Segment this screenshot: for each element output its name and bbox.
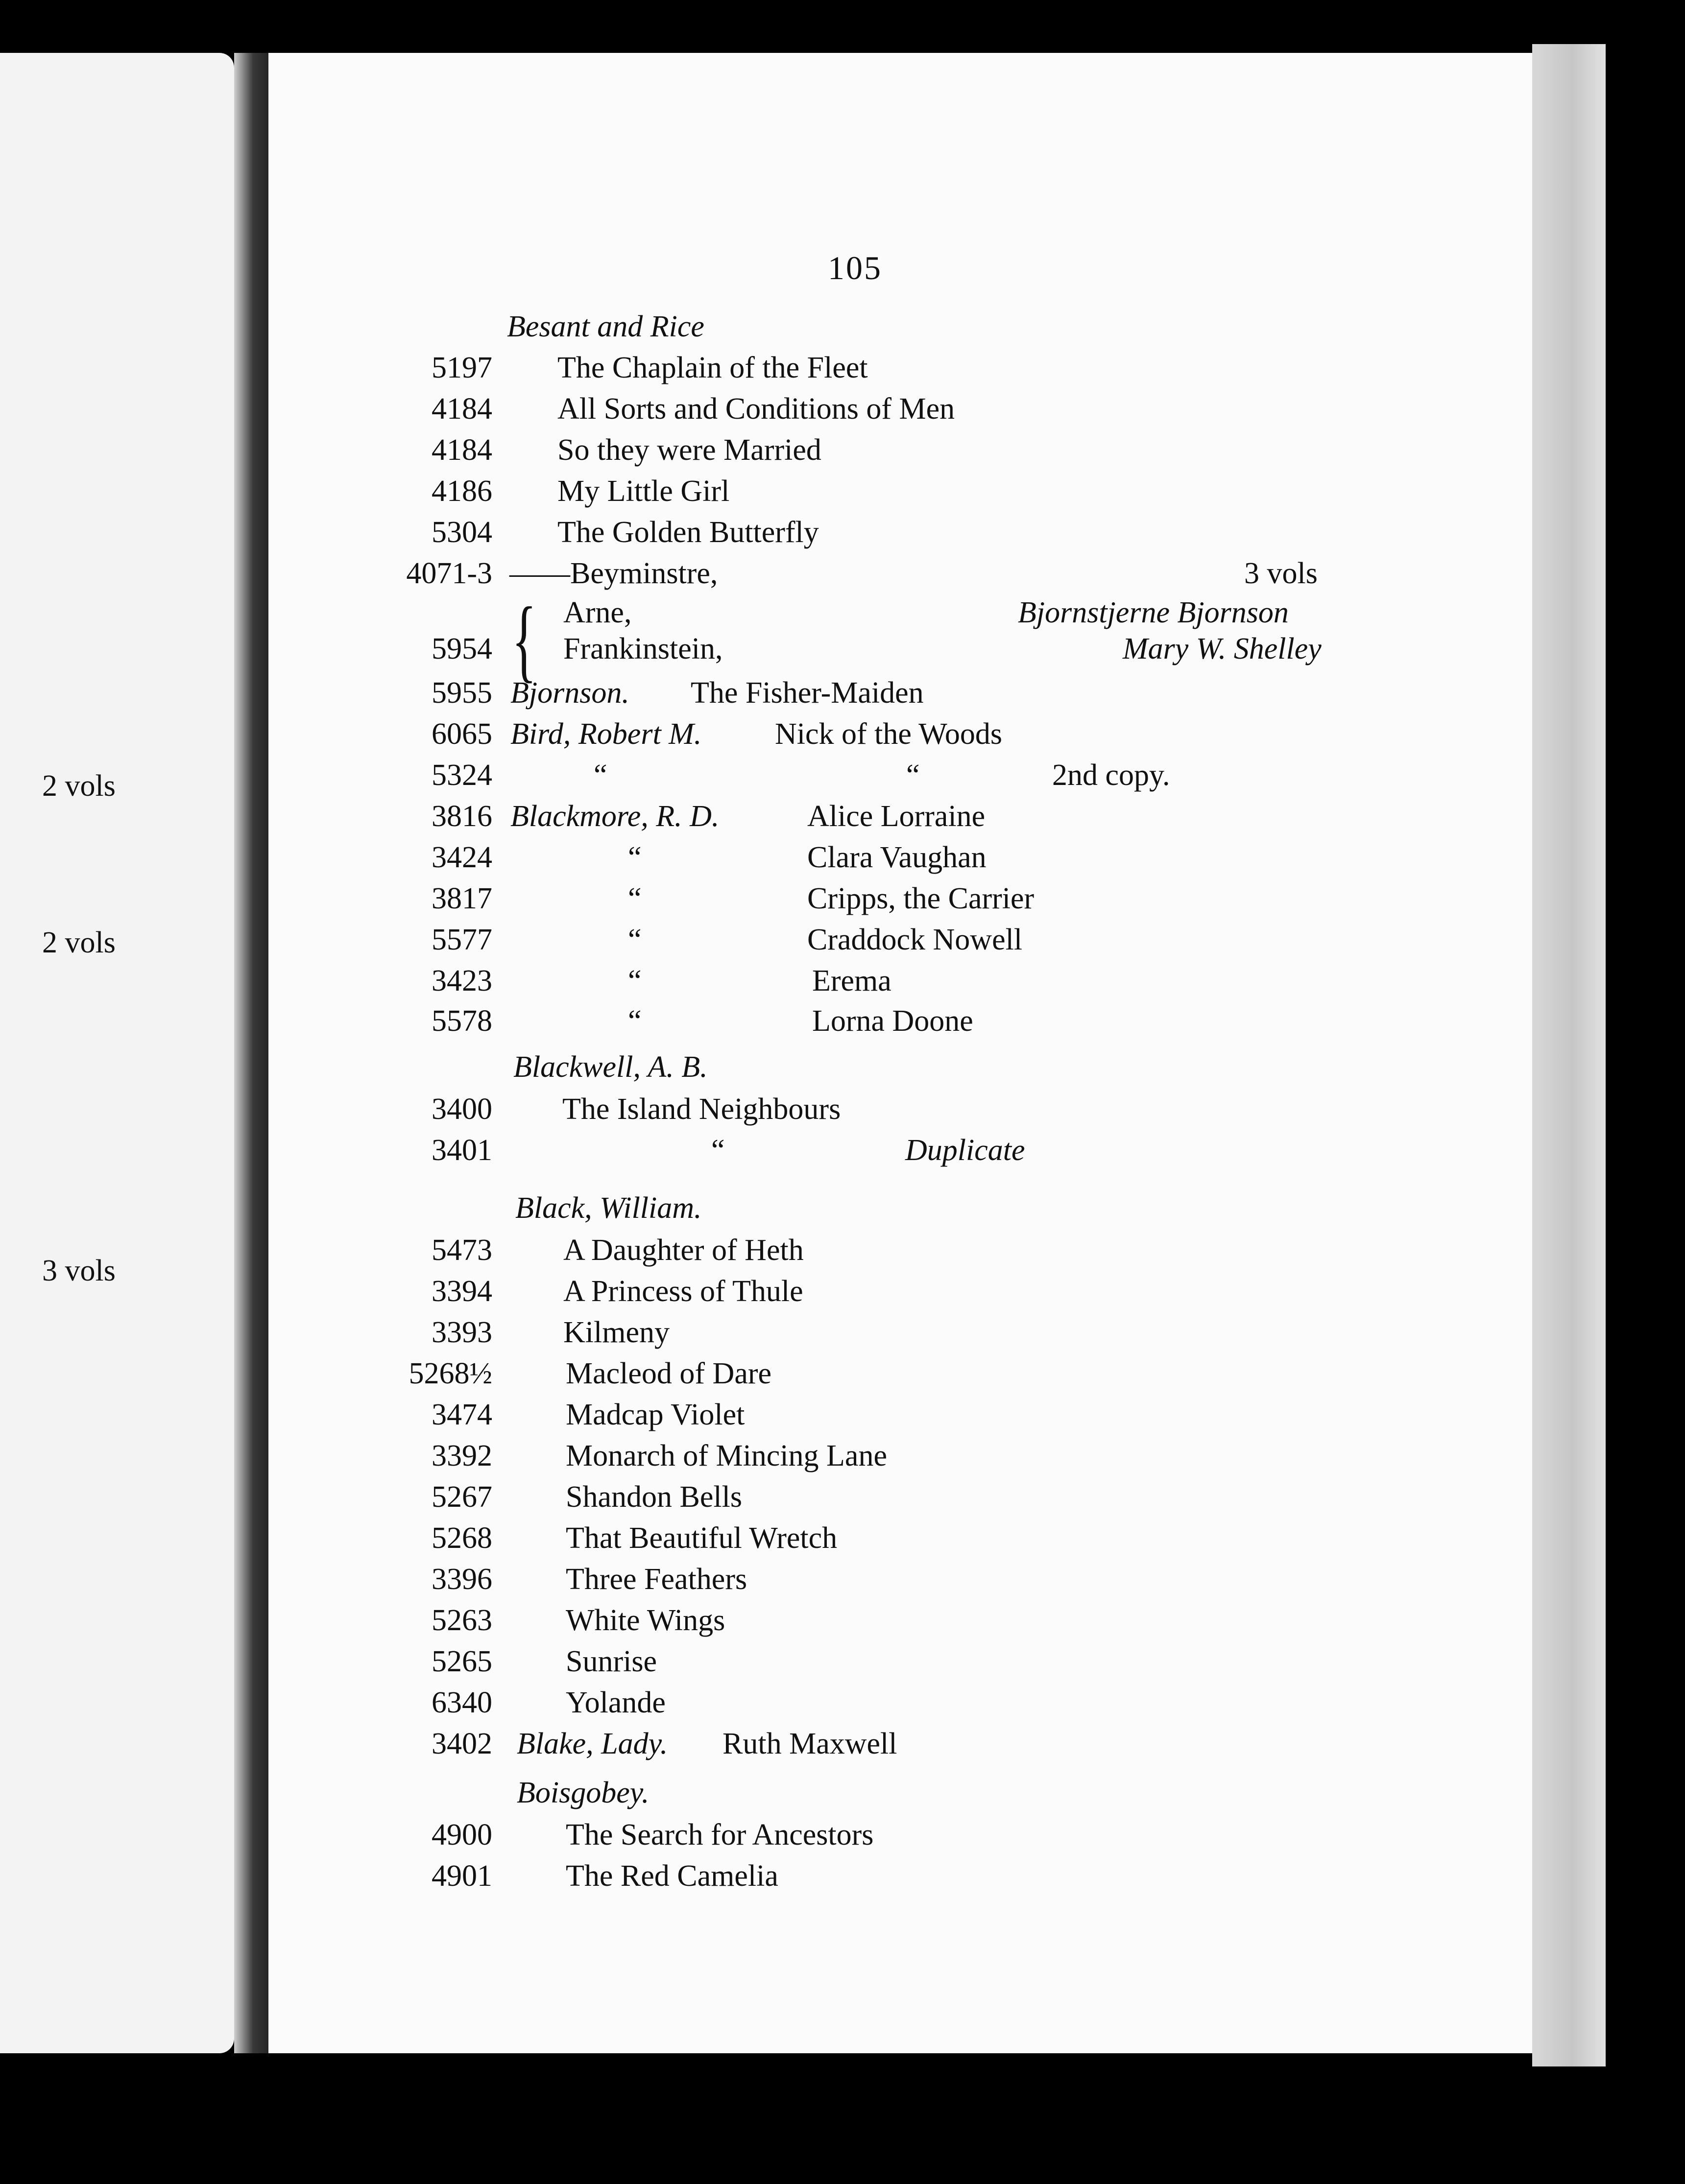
book-title: Nick of the Woods (775, 717, 1002, 751)
ditto-mark: “ (628, 841, 642, 874)
copy-note: 2nd copy. (1052, 759, 1170, 792)
book-author: Bird, Robert M. (510, 717, 702, 751)
page-edge (1532, 44, 1606, 2066)
section-heading (0, 1050, 1532, 1091)
catalog-entry (0, 595, 1532, 637)
catalog-entry (0, 392, 1532, 433)
ditto-mark: “ (594, 759, 607, 792)
book-title: The Search for Ancestors (566, 1818, 874, 1852)
volume-note: 3 vols (1244, 557, 1318, 590)
author-heading: Besant and Rice (507, 310, 704, 343)
book-title: Erema (812, 964, 891, 997)
catalog-entry (0, 1685, 1532, 1727)
book-title: The Island Neighbours (562, 1092, 841, 1126)
catalog-number: 5955 (432, 676, 492, 710)
book-title: Cripps, the Carrier (807, 882, 1035, 915)
catalog-entry (0, 881, 1532, 923)
catalog-number: 5304 (432, 516, 492, 549)
ditto-mark: “ (628, 923, 642, 956)
left-page-note: 2 vols (42, 926, 116, 959)
book-title: Lorna Doone (812, 1004, 973, 1038)
book-author: Bjornstjerne Bjornson (1018, 596, 1289, 629)
book-title: Three Feathers (566, 1563, 747, 1596)
catalog-number: 3396 (432, 1563, 492, 1596)
catalog-number: 3423 (432, 964, 492, 997)
catalog-number: 5954 (432, 632, 492, 665)
book-title: Craddock Nowell (807, 923, 1023, 956)
book-author: Blackmore, R. D. (510, 800, 720, 833)
catalog-entry (0, 1398, 1532, 1439)
catalog-entry (0, 799, 1532, 840)
book-title: That Beautiful Wretch (566, 1521, 838, 1555)
catalog-entry (0, 758, 1532, 799)
catalog-number: 3424 (432, 841, 492, 874)
catalog-entry (0, 1859, 1532, 1900)
left-page-note: 2 vols (42, 769, 116, 803)
catalog-entry (0, 1644, 1532, 1685)
book-title: The Golden Butterfly (557, 516, 819, 549)
book-title: A Princess of Thule (563, 1275, 803, 1308)
book-title: All Sorts and Conditions of Men (557, 392, 955, 426)
brace-bracket: { (512, 589, 537, 691)
book-title: The Fisher-Maiden (691, 676, 924, 710)
catalog-number: 4071-3 (406, 557, 492, 590)
author-heading: Boisgobey. (517, 1776, 650, 1809)
catalog-number: 3474 (432, 1398, 492, 1431)
catalog-number: 3817 (432, 882, 492, 915)
catalog-entry (0, 1315, 1532, 1356)
catalog-number: 5265 (432, 1645, 492, 1678)
author-heading: Black, William. (515, 1191, 702, 1225)
ditto-mark: “ (628, 882, 642, 915)
catalog-number: 3394 (432, 1275, 492, 1308)
catalog-entry (0, 474, 1532, 515)
section-heading (0, 1191, 1532, 1232)
book-title: Alice Lorraine (807, 800, 986, 833)
catalog-number: 3402 (432, 1727, 492, 1760)
catalog-entry (0, 1004, 1532, 1045)
catalog-number: 4184 (432, 392, 492, 426)
catalog-entry (0, 840, 1532, 881)
catalog-entry (0, 676, 1532, 717)
catalog-entry (0, 556, 1532, 597)
catalog-entry (0, 923, 1532, 964)
catalog-number: 5577 (432, 923, 492, 956)
catalog-entry (0, 1092, 1532, 1133)
book-title: Sunrise (566, 1645, 657, 1678)
book-title: Monarch of Mincing Lane (566, 1439, 887, 1472)
catalog-entry (0, 1603, 1532, 1644)
book-title: Ruth Maxwell (722, 1727, 897, 1760)
catalog-entry (0, 632, 1532, 673)
catalog-entry (0, 1439, 1532, 1480)
catalog-entry (0, 1521, 1532, 1562)
book-title: Yolande (566, 1686, 666, 1719)
catalog-number: 6340 (432, 1686, 492, 1719)
book-title: Clara Vaughan (807, 841, 987, 874)
catalog-number: 5324 (432, 759, 492, 792)
ditto-mark: “ (711, 1134, 725, 1167)
book-title: Frankinstein, (563, 632, 723, 665)
catalog-number: 3816 (432, 800, 492, 833)
book-title: The Red Camelia (566, 1859, 778, 1893)
book-author: Blake, Lady. (517, 1727, 668, 1760)
catalog-entry (0, 717, 1532, 758)
catalog-number: 5197 (432, 351, 492, 384)
catalog-entry (0, 1133, 1532, 1174)
catalog-number: 4900 (432, 1818, 492, 1852)
catalog-entry (0, 1274, 1532, 1315)
ditto-mark: “ (628, 1004, 642, 1038)
book-title: Shandon Bells (566, 1480, 742, 1514)
catalog-number: 6065 (432, 717, 492, 751)
catalog-entry (0, 1727, 1532, 1768)
book-title: A Daughter of Heth (563, 1234, 804, 1267)
left-page-note: 3 vols (42, 1254, 116, 1287)
catalog-number: 5473 (432, 1234, 492, 1267)
section-heading (0, 1776, 1532, 1817)
catalog-number: 5268 (432, 1521, 492, 1555)
book-author: Mary W. Shelley (1123, 632, 1322, 665)
catalog-entry (0, 515, 1532, 556)
catalog-number: 5267 (432, 1480, 492, 1514)
duplicate-note: Duplicate (905, 1134, 1025, 1167)
book-author: Bjornson. (510, 676, 629, 710)
book-title: ——Beyminstre, (509, 557, 718, 590)
catalog-entry (0, 1233, 1532, 1274)
ditto-mark: “ (628, 964, 642, 997)
catalog-entry (0, 1480, 1532, 1521)
catalog-number: 5578 (432, 1004, 492, 1038)
catalog-number: 3392 (432, 1439, 492, 1472)
catalog-entry (0, 351, 1532, 392)
catalog-entry (0, 1818, 1532, 1859)
catalog-number: 4186 (432, 475, 492, 508)
book-title: Arne, (563, 596, 632, 629)
section-heading (0, 309, 1532, 351)
catalog-number: 3400 (432, 1092, 492, 1126)
book-title: My Little Girl (557, 475, 730, 508)
catalog-number: 3401 (432, 1134, 492, 1167)
author-heading: Blackwell, A. B. (513, 1050, 708, 1084)
catalog-number: 4184 (432, 433, 492, 467)
book-title: Kilmeny (563, 1316, 670, 1349)
catalog-number: 5263 (432, 1604, 492, 1637)
book-title: So they were Married (557, 433, 821, 467)
catalog-number: 3393 (432, 1316, 492, 1349)
ditto-mark: “ (906, 759, 920, 792)
book-title: White Wings (566, 1604, 725, 1637)
catalog-number: 4901 (432, 1859, 492, 1893)
catalog-entry (0, 1562, 1532, 1603)
book-title: Macleod of Dare (566, 1357, 772, 1390)
book-title: The Chaplain of the Fleet (557, 351, 868, 384)
book-title: Madcap Violet (566, 1398, 745, 1431)
catalog-entry (0, 1356, 1532, 1398)
page-number: 105 (828, 249, 882, 286)
catalog-number: 5268½ (409, 1357, 492, 1390)
catalog-entry (0, 964, 1532, 1005)
catalog-entry (0, 433, 1532, 474)
